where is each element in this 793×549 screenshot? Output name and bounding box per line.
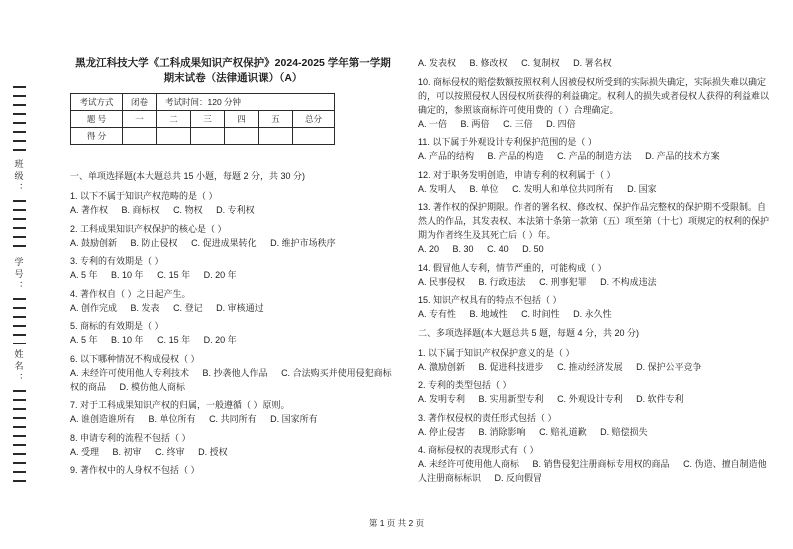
option-b: B. 实用新型专利: [478, 394, 544, 404]
question: [70, 222, 396, 250]
question-options: [70, 412, 396, 426]
option-d: D. 署名权: [573, 58, 612, 68]
section2-heading: 二、多项选择题(本大题总共 5 题，每题 4 分，共 20 分): [418, 327, 640, 338]
binding-dashes: [13, 86, 26, 154]
option-d: D. 软件专利: [636, 394, 684, 404]
option-b: B. 消除影响: [478, 426, 526, 437]
class-label: 班级：: [13, 159, 24, 195]
option-b: B. 产品的构造: [487, 151, 544, 161]
question-text: 11. 以下属于外观设计专利保护范围的是（ ）: [418, 137, 597, 147]
question: [418, 378, 770, 406]
option-b: B. 商标权: [121, 205, 160, 215]
question: [70, 254, 396, 282]
question-options: [70, 203, 396, 217]
exam-mode-label: 考试方式: [71, 94, 123, 111]
exam-info-table: [70, 93, 335, 145]
question-text: 5. 商标的有效期是（ ）: [70, 321, 164, 331]
question: [418, 261, 770, 289]
question-options: [70, 445, 396, 459]
question: [70, 398, 396, 426]
binding-dashes: [13, 390, 26, 482]
left-column: [70, 56, 396, 490]
question-text: 4. 商标侵权的表现形式有（ ）: [418, 445, 539, 455]
question-text: 1. 以下不属于知识产权范畴的是（ ）: [70, 191, 218, 201]
option-a: A. 发明人: [418, 183, 457, 194]
option-d: D. 专利权: [216, 205, 255, 215]
option-d: D. 保护公平竞争: [636, 361, 702, 372]
question-text: 14. 假冒他人专利，情节严重的，可能构成（ ）: [418, 262, 607, 273]
option-b: B. 10 年: [111, 270, 144, 280]
option-c: C. 推动经济发展: [557, 361, 623, 372]
option-a: A. 未经许可使用他人专利技术: [70, 367, 190, 378]
question-options: [418, 56, 770, 70]
option-d: D. 授权: [198, 446, 228, 457]
option-c: C. 40: [487, 244, 509, 254]
question-text: 13. 著作权的保护期限。作者的署名权、修改权、保护作品完整权的保护期不受限制。自然人的作品，其发表权、本法第十条第一款第（五）项至第（十七）项规定的权利的保护期为作者终生及其死亡后（ ）年。: [418, 202, 770, 240]
question: [418, 75, 770, 131]
option-c: C. 15 年: [157, 270, 191, 280]
option-a: A. 20: [418, 244, 440, 254]
option-a: A. 谁创造谁所有: [70, 414, 136, 424]
question-options: [418, 149, 770, 163]
option-c: C. 合法购买并使用侵犯商标权的商品: [70, 367, 392, 392]
score-cell: [225, 128, 259, 145]
question-text: 7. 对于工科成果知识产权的归属，一般遵循（ ）原则。: [70, 400, 290, 410]
option-b: B. 单位: [469, 183, 499, 194]
section1-heading: 一、单项选择题(本大题总共 15 小题，每题 2 分，共 30 分): [70, 171, 306, 181]
option-c: C. 促进成果转化: [191, 237, 257, 248]
question: [70, 319, 396, 347]
question-options: [418, 307, 770, 321]
table-row: [71, 128, 335, 145]
option-a: A. 5 年: [70, 270, 98, 280]
option-d: D. 维护市场秩序: [270, 237, 336, 248]
question-options: [418, 117, 770, 131]
option-d: D. 国家: [627, 183, 657, 194]
option-c: C. 共同所有: [209, 414, 257, 424]
question-number-row-label: 题 号: [71, 111, 123, 128]
option-c: C. 发明人和单位共同所有: [512, 183, 614, 194]
question-text: 4. 著作权自（ ）之日起产生。: [70, 288, 191, 299]
exam-mode-value: 闭卷: [123, 94, 157, 111]
question: [70, 352, 396, 394]
question: [418, 135, 770, 163]
option-d: D. 赔偿损失: [600, 426, 648, 437]
option-d: D. 20 年: [203, 270, 237, 280]
question-options: [70, 268, 396, 282]
option-c: C. 物权: [173, 205, 203, 215]
option-b: B. 单位所有: [148, 414, 196, 424]
question-text: 12. 对于职务发明创造，申请专利的权利属于（ ）: [418, 169, 616, 180]
option-a: A. 民事侵权: [418, 276, 466, 287]
exam-duration: 考试时间：120 分钟: [157, 94, 335, 111]
option-b: B. 10 年: [111, 335, 144, 345]
option-a: A. 鼓励创新: [70, 237, 118, 248]
question-col-3: 三: [191, 111, 225, 128]
question-options: [70, 236, 396, 250]
question-text: 2. 工科成果知识产权保护的核心是（ ）: [70, 223, 227, 234]
question-options: [418, 182, 770, 196]
exam-title-line1: 黑龙江科技大学《工科成果知识产权保护》2024-2025 学年第一学期: [75, 57, 391, 69]
question: [418, 346, 770, 374]
option-b: B. 促进科技进步: [478, 361, 544, 372]
option-a: A. 激励创新: [418, 361, 466, 372]
question-text: 8. 申请专利的流程不包括（ ）: [70, 432, 191, 443]
binding-strip: [8, 86, 30, 482]
option-a: A. 一倍: [418, 118, 448, 129]
option-a: A. 未经许可使用他人商标: [418, 459, 520, 469]
question: [418, 443, 770, 485]
option-d: D. 产品的技术方案: [645, 151, 720, 161]
score-cell: [191, 128, 225, 145]
option-a: A. 停止侵害: [418, 426, 466, 437]
option-a: A. 创作完成: [70, 302, 118, 313]
page-title: [70, 56, 396, 86]
question-options: [418, 242, 770, 256]
question-options: [70, 301, 396, 315]
option-b: B. 30: [452, 244, 474, 254]
option-a: A. 专有性: [418, 309, 457, 319]
question-options: [418, 425, 770, 439]
page-content: [70, 56, 772, 490]
question: [70, 463, 396, 477]
option-c: C. 时间性: [521, 309, 560, 319]
score-row-label: 得 分: [71, 128, 123, 145]
option-c: C. 刑事犯罪: [539, 276, 587, 287]
question-col-4: 四: [225, 111, 259, 128]
option-b: B. 发表: [130, 302, 160, 313]
option-d: D. 模仿他人商标: [119, 381, 186, 392]
option-a: A. 5 年: [70, 335, 98, 345]
student-name-label: 姓名：: [13, 349, 24, 385]
option-b: B. 销售侵犯注册商标专用权的商品: [532, 459, 670, 469]
option-d: D. 不构成违法: [600, 276, 657, 287]
option-b: B. 初审: [112, 446, 142, 457]
student-id-label: 学号：: [13, 257, 24, 293]
option-d: D. 审核通过: [216, 302, 264, 313]
question-text: 3. 专利的有效期是（ ）: [70, 256, 164, 266]
option-c: C. 伪造、擅自制造他人注册商标标识: [418, 459, 767, 483]
table-row: [71, 94, 335, 111]
option-b: B. 两倍: [460, 118, 490, 129]
option-c: C. 复制权: [521, 58, 560, 68]
question: [418, 168, 770, 196]
question-text: 3. 著作权侵权的责任形式包括（ ）: [418, 412, 557, 423]
option-c: C. 产品的制造方法: [557, 151, 632, 161]
question-text: 9. 著作权中的人身权不包括（ ）: [70, 465, 200, 475]
option-d: D. 四倍: [546, 118, 576, 129]
score-cell: [157, 128, 191, 145]
question-col-2: 二: [157, 111, 191, 128]
binding-dashes: [13, 200, 26, 252]
option-d: D. 50: [522, 244, 544, 254]
option-a: A. 发表权: [418, 58, 457, 68]
option-c: C. 外观设计专利: [557, 394, 623, 404]
question: [418, 411, 770, 439]
question-options: [418, 275, 770, 289]
option-d: D. 国家所有: [270, 414, 318, 424]
question-text: 10. 商标侵权的赔偿数额按照权利人因被侵权所受到的实际损失确定，实际损失难以确定的，可以按照侵权人因侵权所获得的利益确定。权利人的损失或者侵权人获得的利益难以确定的，参照该商标许可使用费的（ ）合理确定。: [418, 76, 770, 115]
question: [70, 287, 396, 315]
question: [418, 200, 770, 256]
score-cell: [293, 128, 335, 145]
option-b: B. 修改权: [469, 58, 508, 68]
question-options-continued: [418, 56, 770, 70]
option-b: B. 防止侵权: [130, 237, 178, 248]
option-b: B. 抄袭他人作品: [202, 367, 268, 378]
exam-title-line2: 期末试卷（法律通识课）（A）: [163, 72, 303, 84]
question: [70, 431, 396, 459]
question-options: [418, 457, 770, 485]
option-b: B. 行政违法: [478, 276, 526, 287]
option-d: D. 反向假冒: [494, 473, 543, 483]
question-options: [70, 333, 396, 347]
question-text: 15. 知识产权具有的特点不包括（ ）: [418, 295, 562, 305]
option-c: C. 三倍: [503, 118, 533, 129]
table-row: [71, 111, 335, 128]
option-c: C. 终审: [155, 446, 185, 457]
option-a: A. 受理: [70, 446, 100, 457]
option-c: C. 赔礼道歉: [539, 426, 587, 437]
option-a: A. 产品的结构: [418, 151, 475, 161]
question-options: [418, 360, 770, 374]
binding-dashes: [13, 298, 26, 344]
option-a: A. 著作权: [70, 205, 109, 215]
option-d: D. 永久性: [573, 309, 612, 319]
page-number: 第 1 页 共 2 页: [368, 518, 425, 528]
question-text: 1. 以下属于知识产权保护意义的是（ ）: [418, 347, 575, 358]
question-col-5: 五: [259, 111, 293, 128]
option-a: A. 发明专利: [418, 394, 466, 404]
question-text: 2. 专利的类型包括（ ）: [418, 380, 512, 390]
question-col-1: 一: [123, 111, 157, 128]
option-c: C. 15 年: [157, 335, 191, 345]
question-text: 6. 以下哪种情况不构成侵权（ ）: [70, 353, 200, 364]
score-cell: [123, 128, 157, 145]
question-options: [418, 392, 770, 406]
question: [70, 189, 396, 217]
total-score-label: 总分: [293, 111, 335, 128]
score-cell: [259, 128, 293, 145]
option-d: D. 20 年: [203, 335, 237, 345]
right-column: [418, 56, 770, 490]
question-options: [70, 366, 396, 394]
option-b: B. 地域性: [469, 309, 508, 319]
option-c: C. 登记: [173, 302, 203, 313]
question: [418, 293, 770, 321]
